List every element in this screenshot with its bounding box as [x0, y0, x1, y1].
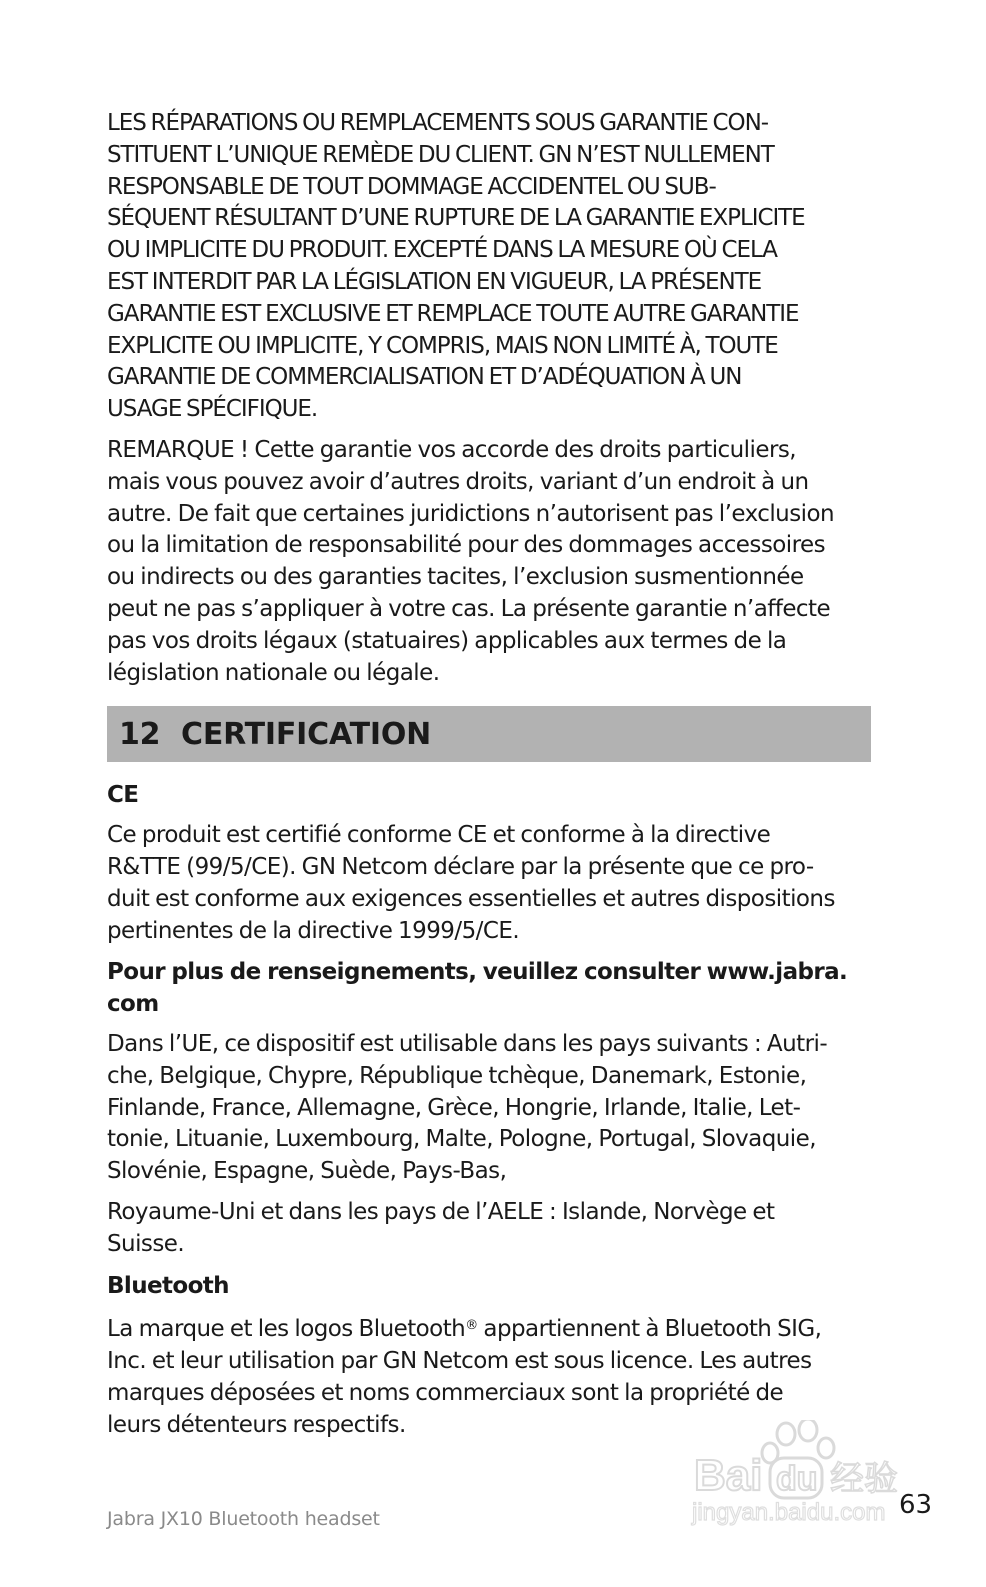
- footer-product-name: Jabra JX10 Bluetooth headset: [107, 1508, 380, 1530]
- section-title: CERTIFICATION: [181, 716, 432, 752]
- watermark-brand: Bai: [694, 1451, 763, 1500]
- bluetooth-body-part1: La marque et les logos Bluetooth: [107, 1316, 466, 1343]
- document-page: [107, 108, 877, 1441]
- registered-mark: ®: [465, 1318, 478, 1334]
- warranty-remark-paragraph: REMARQUE ! Cette garantie vos accorde des droits particuliers, mais vous pouvez avoir d’autres droits, variant d’un endroit à un autre. De fait que certaines juridictions n’autorisent pas l’exclusion ou la limitation de responsabilité pour des dommages accessoires ou indirects ou des garanties tacites, l’exclusion susmentionnée peut ne pas s’appliquer à votre cas. La présente garantie n’affecte pas vos droits légaux (statuaires) applicables aux termes de la législation nationale ou légale.: [107, 436, 835, 686]
- bluetooth-heading: Bluetooth: [107, 1272, 229, 1299]
- section-header: [107, 706, 871, 762]
- ce-body: Ce produit est certifié conforme CE et conforme à la directive R&TTE (99/5/CE). GN Netcom déclare par la présente que ce pro- duit est conforme aux exigences essentielles et autres dispositions pertinentes de la directive 1999/5/CE.: [107, 822, 835, 944]
- section-number: 12: [119, 716, 161, 752]
- ce-efta: Royaume-Uni et dans les pays de l’AELE : Islande, Norvège et Suisse.: [107, 1198, 775, 1257]
- ce-heading: CE: [107, 782, 139, 809]
- watermark-url: jingyan.baidu.com: [692, 1499, 886, 1526]
- ce-more-info: Pour plus de renseignements, veuillez consulter www.jabra. com: [107, 959, 848, 1018]
- page-number: 63: [899, 1490, 933, 1520]
- ce-countries: Dans l’UE, ce dispositif est utilisable dans les pays suivants : Autri- che, Belgique, Chypre, République tchèque, Danemark, Estonie, Finlande, France, Allemagne, Grèce, Hongrie, Irlande, Italie, Let- tonie, Lituanie, Luxembourg, Malte, Pologne, Portugal, Slovaquie, Slovénie, Espagne, Suède, Pays-Bas,: [107, 1030, 828, 1185]
- bluetooth-body-part2: appartiennent à Bluetooth SIG, Inc. et leur utilisation par GN Netcom est sous licence. Les autres marques déposées et noms commerciaux sont la propriété de leurs détenteurs respectifs.: [107, 1316, 822, 1438]
- warranty-caps-paragraph: LES RÉPARATIONS OU REMPLACEMENTS SOUS GARANTIE CON- STITUENT L’UNIQUE REMÈDE DU CLIENT. GN N’EST NULLEMENT RESPONSABLE DE TOUT DOMMAGE ACCIDENTEL OU SUB- SÉQUENT RÉSULTANT D’UNE RUPTURE DE LA GARANTIE EXPLICITE OU IMPLICITE DU PRODUIT. EXCEPTÉ DANS LA MESURE OÙ CELA EST INTERDIT PAR LA LÉGISLATION EN VIGUEUR, LA PRÉSENTE GARANTIE EST EXCLUSIVE ET REMPLACE TOUTE AUTRE GARANTIE EXPLICITE OU IMPLICITE, Y COMPRIS, MAIS NON LIMITÉ À, TOUTE GARANTIE DE COMMERCIALISATION ET D’ADÉQUATION À UN USAGE SPÉCIFIQUE.: [107, 110, 805, 423]
- watermark-brand-2: du: [776, 1460, 818, 1498]
- baidu-watermark-logo: [690, 1420, 920, 1530]
- watermark-chinese: 经验: [830, 1459, 898, 1499]
